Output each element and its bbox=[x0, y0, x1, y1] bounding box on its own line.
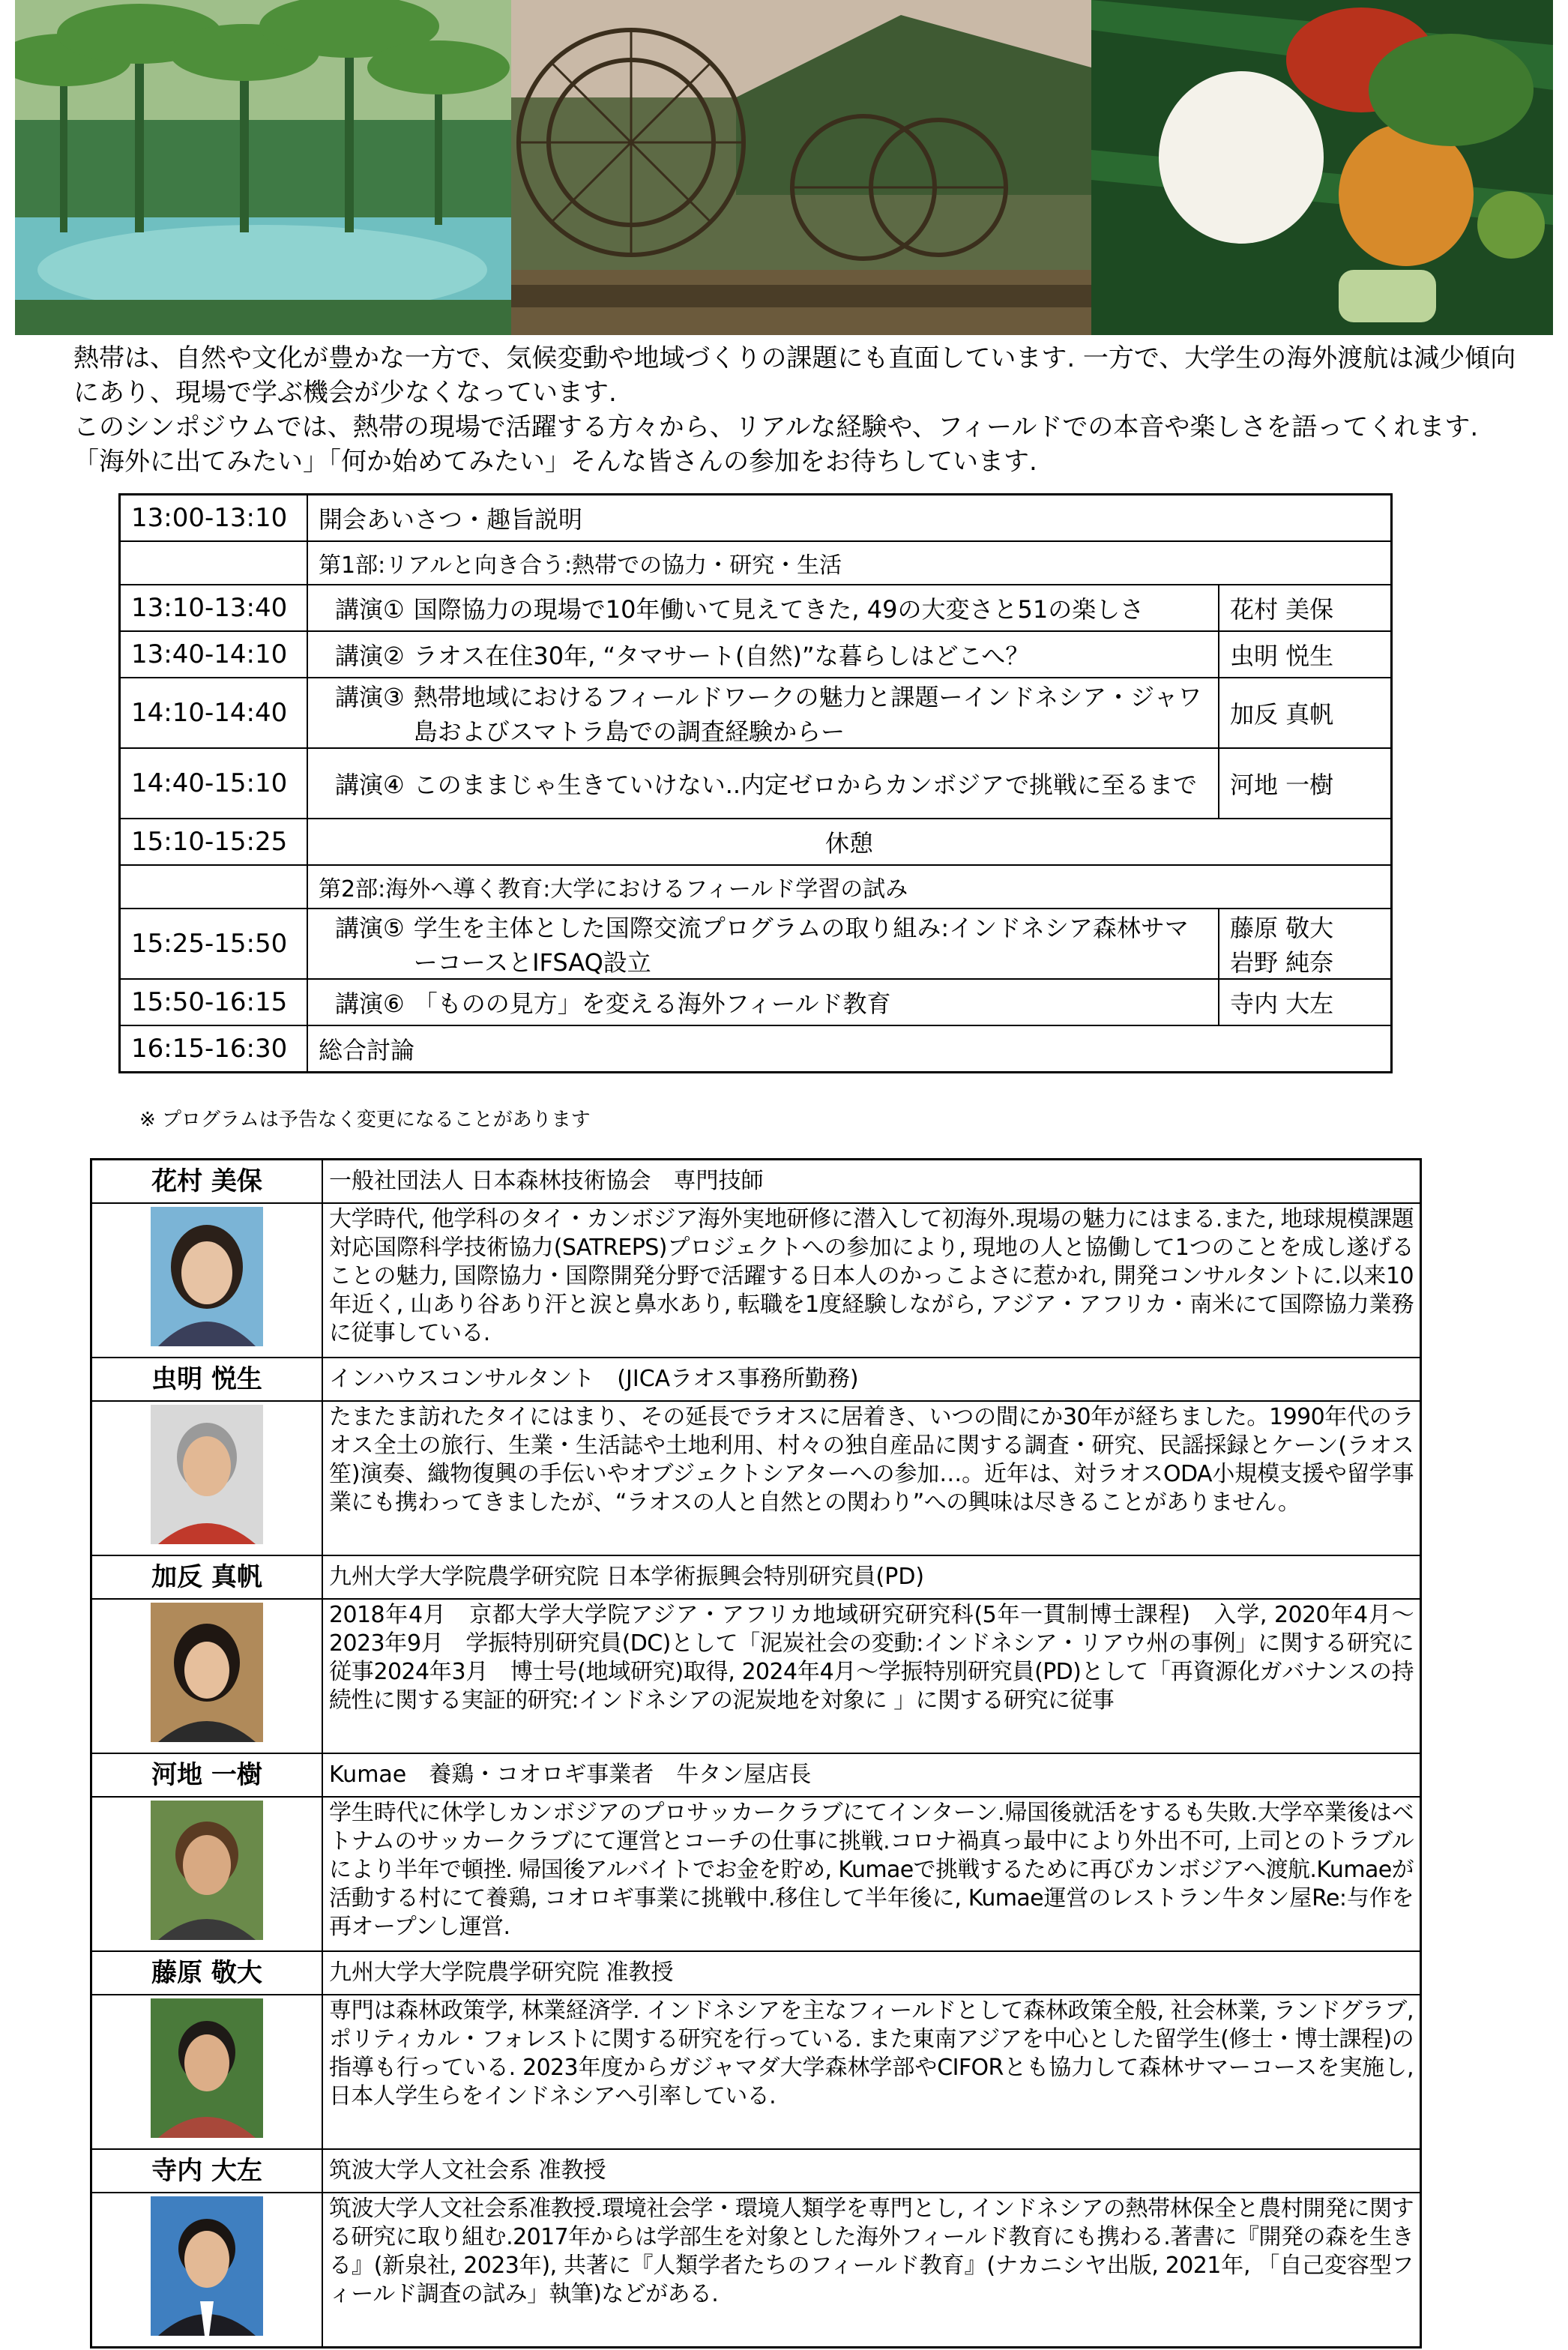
time-slot: 13:00-13:10 bbox=[120, 495, 308, 542]
talk-title-text: 国際協力の現場で10年働いて見えてきた, 49の大変さと51の楽しさ bbox=[413, 595, 1145, 624]
header-photo-strip bbox=[15, 0, 1553, 335]
talk-title bbox=[307, 585, 1219, 631]
speaker-name: 花村 美保 bbox=[1219, 585, 1392, 631]
talk-title-text: ラオス在住30年, “タマサート(自然)”な暮らしはどこへ？ bbox=[413, 642, 1030, 670]
speaker-name-1: 藤原 敬大 bbox=[1230, 914, 1334, 942]
profile-bio: 専門は森林政策学, 林業経済学. インドネシアを主なフィールドとして森林政策全般, 社会林業, ランドグラブ, ポリティカル・フォレストに関する研究を行っている. また東南アジアを中心とした留学生(修士・博士課程)の指導も行っている. 2023年度からガジャマダ大学森林学部やCIFORとも協力して森林サマーコースを実施し, 日本人学生らをインドネシアへ引率している. bbox=[322, 1995, 1421, 2149]
talk-title-text: 学生を主体とした国際交流プログラムの取り組み:インドネシア森林サマーコースとIFSAQ設立 bbox=[413, 914, 1189, 977]
session-title: 総合討論 bbox=[307, 1025, 1392, 1073]
talk-title bbox=[307, 678, 1219, 748]
profile-header-row bbox=[91, 2149, 1421, 2193]
profile-bio: 筑波大学人文社会系准教授.環境社会学・環境人類学を専門とし, インドネシアの熱帯林保全と農村開発に関する研究に取り組む.2017年からは学部生を対象とした海外フィールド教育にも携わる.著書に『開発の森を生きる』(新泉社, 2023年), 共著に『人類学者たちのフィールド教育』(ナカニシヤ出版, 2021年, 「自己変容型フィールド調査の試み」執筆)などがある. bbox=[322, 2193, 1421, 2348]
profile-body-row bbox=[91, 2193, 1421, 2348]
profile-body-row bbox=[91, 1203, 1421, 1358]
time-slot: 15:50-16:15 bbox=[120, 979, 308, 1025]
profile-header-row bbox=[91, 1753, 1421, 1797]
profile-body-row bbox=[91, 1599, 1421, 1753]
speaker-photo-avatar bbox=[151, 1603, 263, 1742]
profile-header-row bbox=[91, 1555, 1421, 1599]
schedule-row bbox=[120, 909, 1392, 979]
talk-title-text: 「ものの見方」を変える海外フィールド教育 bbox=[413, 989, 891, 1018]
profile-affiliation: Kumae 養鶏・コオロギ事業者 牛タン屋店長 bbox=[322, 1753, 1421, 1797]
talk-number: 講演④ bbox=[335, 771, 405, 799]
profile-name: 河地 一樹 bbox=[91, 1753, 323, 1797]
part-heading: 第2部:海外へ導く教育:大学におけるフィールド学習の試み bbox=[307, 865, 1392, 909]
schedule-row bbox=[120, 678, 1392, 748]
schedule-row bbox=[120, 585, 1392, 631]
speaker-photo-avatar bbox=[151, 1207, 263, 1346]
speaker-photo-avatar bbox=[151, 1998, 263, 2138]
profile-affiliation: インハウスコンサルタント (JICAラオス事務所勤務) bbox=[322, 1358, 1421, 1401]
intro-paragraph-1: 熱帯は、自然や文化が豊かな一方で、気候変動や地域づくりの課題にも直面しています. 一方で、大学生の海外渡航は減少傾向にあり、現場で学ぶ機会が少なくなっています. bbox=[73, 343, 1516, 408]
speaker-name: 河地 一樹 bbox=[1219, 748, 1392, 819]
profile-name: 花村 美保 bbox=[91, 1160, 323, 1204]
talk-number: 講演① bbox=[335, 595, 405, 624]
profile-name: 寺内 大左 bbox=[91, 2149, 323, 2193]
profile-name: 虫明 悦生 bbox=[91, 1358, 323, 1401]
profile-header-row bbox=[91, 1358, 1421, 1401]
profile-affiliation: 一般社団法人 日本森林技術協会 専門技師 bbox=[322, 1160, 1421, 1204]
session-title: 開会あいさつ・趣旨説明 bbox=[307, 495, 1392, 542]
schedule-row bbox=[120, 495, 1392, 542]
profile-bio: 大学時代, 他学科のタイ・カンボジア海外実地研修に潜入して初海外.現場の魅力にはまる.また, 地球規模課題対応国際科学技術協力(SATREPS)プロジェクトへの参加により, 現地の人と協働して1つのことを成し遂げることの魅力, 国際協力・国際開発分野で活躍する日本人のかっこよさに惹かれ, 開発コンサルタントに.以来10年近く, 山あり谷あり汗と涙と鼻水あり, 転職を1度経験しながら, アジア・アフリカ・南米にて国際協力業務に従事している. bbox=[322, 1203, 1421, 1358]
speaker-name-2: 岩野 純奈 bbox=[1230, 948, 1334, 977]
schedule-row bbox=[120, 631, 1392, 678]
schedule-row bbox=[120, 865, 1392, 909]
profile-name: 加反 真帆 bbox=[91, 1555, 323, 1599]
speaker-name: 虫明 悦生 bbox=[1219, 631, 1392, 678]
talk-title bbox=[307, 748, 1219, 819]
bamboo-waterwheel-photo bbox=[511, 0, 1091, 335]
speaker-photo-avatar bbox=[151, 1405, 263, 1544]
time-slot: 16:15-16:30 bbox=[120, 1025, 308, 1073]
schedule-row bbox=[120, 1025, 1392, 1073]
talk-title bbox=[307, 909, 1219, 979]
talk-title-text: このままじゃ生きていけない..内定ゼロからカンボジアで挑戦に至るまで bbox=[413, 771, 1198, 799]
part-heading: 第1部:リアルと向き合う:熱帯での協力・研究・生活 bbox=[307, 541, 1392, 585]
profile-name: 藤原 敬大 bbox=[91, 1951, 323, 1995]
program-schedule-table bbox=[118, 493, 1393, 1073]
time-slot: 14:10-14:40 bbox=[120, 678, 308, 748]
profile-affiliation: 九州大学大学院農学研究院 准教授 bbox=[322, 1951, 1421, 1995]
time-slot: 15:10-15:25 bbox=[120, 819, 308, 865]
speaker-photo-avatar bbox=[151, 2196, 263, 2336]
schedule-row bbox=[120, 748, 1392, 819]
profile-body-row bbox=[91, 1401, 1421, 1555]
time-slot: 13:10-13:40 bbox=[120, 585, 308, 631]
intro-text bbox=[73, 341, 1520, 479]
profile-bio: 学生時代に休学しカンボジアのプロサッカークラブにてインターン.帰国後就活をするも失敗.大学卒業後はベトナムのサッカークラブにて運営とコーチの仕事に挑戦.コロナ禍真っ最中により外出不可, 上司とのトラブルにより半年で頓挫. 帰国後アルバイトでお金を貯め, Kumaeで挑戦するために再びカンボジアへ渡航.Kumaeが活動する村にて養鶏, コオロギ事業に挑戦中.移住して半年後に, Kumae運営のレストラン牛タン屋Re:与作を再オープンし運営. bbox=[322, 1797, 1421, 1951]
talk-number: 講演⑥ bbox=[335, 989, 405, 1018]
speaker-name bbox=[1219, 909, 1392, 979]
talk-number: 講演⑤ bbox=[335, 914, 405, 942]
talk-number: 講演③ bbox=[335, 683, 405, 711]
time-slot: 13:40-14:10 bbox=[120, 631, 308, 678]
profile-bio: たまたま訪れたタイにはまり、その延長でラオスに居着き、いつの間にか30年が経ちました。1990年代のラオス全土の旅行、生業・生活誌や土地利用、村々の独自産品に関する調査・研究、民謡採録とケーン(ラオス笙)演奏、織物復興の手伝いやオブジェクトシアターへの参加…。近年は、対ラオスODA小規模支援や留学事業にも携わってきましたが、“ラオスの人と自然との関わり”への興味は尽きることがありません。 bbox=[322, 1401, 1421, 1555]
intro-paragraph-2: このシンポジウムでは、熱帯の現場で活躍する方々から、リアルな経験や、フィールドでの本音や楽しさを語ってくれます. 「海外に出てみたい」「何か始めてみたい」そんな皆さんの参加をお待ちしています. bbox=[73, 412, 1479, 477]
profile-affiliation: 筑波大学人文社会系 准教授 bbox=[322, 2149, 1421, 2193]
talk-title bbox=[307, 631, 1219, 678]
profile-body-row bbox=[91, 1797, 1421, 1951]
break-label: 休憩 bbox=[307, 819, 1392, 865]
speaker-photo-avatar bbox=[151, 1801, 263, 1940]
talk-title bbox=[307, 979, 1219, 1025]
speaker-name: 寺内 大左 bbox=[1219, 979, 1392, 1025]
profile-affiliation: 九州大学大学院農学研究院 日本学術振興会特別研究員(PD) bbox=[322, 1555, 1421, 1599]
profile-bio: 2018年4月 京都大学大学院アジア・アフリカ地域研究研究科(5年一貫制博士課程) 入学, 2020年4月～2023年9月 学振特別研究員(DC)として「泥炭社会の変動:インドネシア・リアウ州の事例」に関する研究に従事2024年3月 博士号(地域研究)取得, 2024年4月～学振特別研究員(PD)として「再資源化ガバナンスの持続性に関する実証的研究:インドネシアの泥炭地を対象に 」に関する研究に従事 bbox=[322, 1599, 1421, 1753]
speaker-name: 加反 真帆 bbox=[1219, 678, 1392, 748]
schedule-row bbox=[120, 819, 1392, 865]
talk-title-text: 熱帯地域におけるフィールドワークの魅力と課題ーインドネシア・ジャワ島およびスマトラ島での調査経験からー bbox=[413, 683, 1202, 746]
schedule-note: ※ プログラムは予告なく変更になることがあります bbox=[139, 1109, 591, 1131]
indonesian-meal-photo bbox=[1091, 0, 1553, 335]
profile-header-row bbox=[91, 1951, 1421, 1995]
talk-number: 講演② bbox=[335, 642, 405, 670]
profile-header-row bbox=[91, 1160, 1421, 1204]
schedule-row bbox=[120, 979, 1392, 1025]
speaker-profiles-table bbox=[90, 1158, 1422, 2349]
time-slot: 15:25-15:50 bbox=[120, 909, 308, 979]
time-slot: 14:40-15:10 bbox=[120, 748, 308, 819]
tropical-palm-river-photo bbox=[15, 0, 511, 335]
profile-body-row bbox=[91, 1995, 1421, 2149]
schedule-row bbox=[120, 541, 1392, 585]
